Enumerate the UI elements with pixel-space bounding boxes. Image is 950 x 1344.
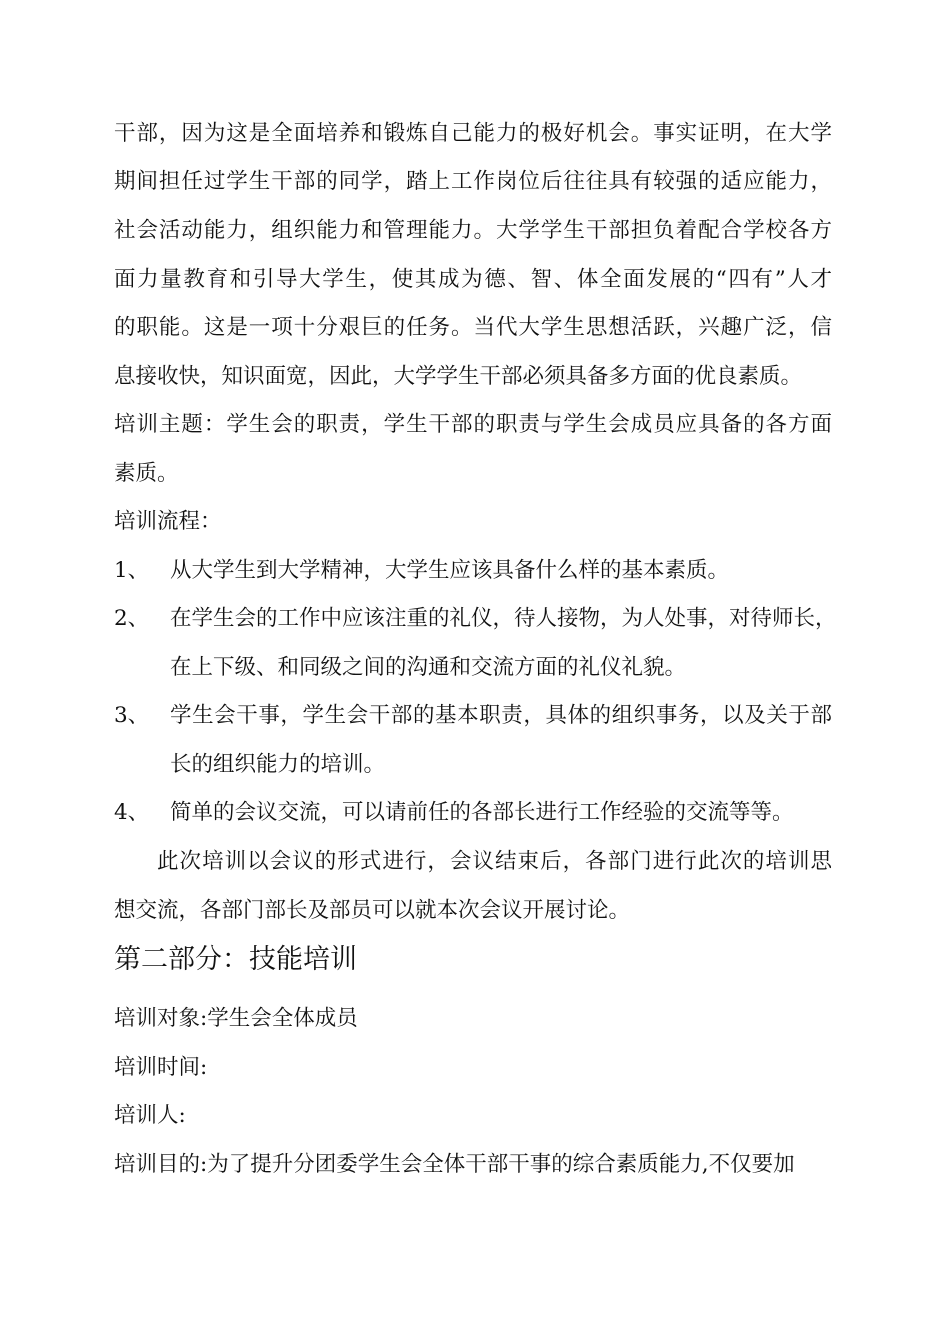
field-target: 培训对象:学生会全体成员 <box>114 1006 358 1031</box>
summary-line-2: 想交流，各部门部长及部员可以就本次会议开展讨论。 <box>114 898 631 923</box>
intro-line-2: 期间担任过学生干部的同学，踏上工作岗位后往往具有较强的适应能力， <box>114 169 832 194</box>
intro-line-5: 的职能。这是一项十分艰巨的任务。当代大学生思想活跃，兴趣广泛，信 <box>114 315 832 340</box>
process-label: 培训流程： <box>114 509 222 534</box>
section-2-heading: 第二部分：技能培训 <box>114 944 357 975</box>
process-item-2-text-line-1: 在学生会的工作中应该注重的礼仪，待人接物，为人处事，对待师长， <box>170 606 837 631</box>
process-item-4-number: 4、 <box>114 800 150 825</box>
field-purpose: 培训目的:为了提升分团委学生会全体干部干事的综合素质能力,不仅要加 <box>114 1152 795 1177</box>
field-time: 培训时间: <box>114 1055 208 1080</box>
process-item-2-number: 2、 <box>114 606 150 631</box>
intro-line-4: 面力量教育和引导大学生，使其成为德、智、体全面发展的“四有”人才 <box>114 267 832 292</box>
theme-line-1: 培训主题：学生会的职责，学生干部的职责与学生会成员应具备的各方面 <box>114 412 832 437</box>
process-item-4-text: 简单的会议交流，可以请前任的各部长进行工作经验的交流等等。 <box>170 800 794 825</box>
process-item-3-number: 3、 <box>114 703 150 728</box>
intro-line-6: 息接收快，知识面宽，因此，大学学生干部必须具备多方面的优良素质。 <box>114 364 803 389</box>
summary-line-1: 此次培训以会议的形式进行，会议结束后，各部门进行此次的培训思 <box>157 849 832 874</box>
theme-line-2: 素质。 <box>114 461 179 486</box>
process-item-3-text-line-1: 学生会干事，学生会干部的基本职责，具体的组织事务，以及关于部 <box>170 703 832 728</box>
process-item-3-text-line-2: 长的组织能力的培训。 <box>170 752 386 777</box>
process-item-1-text: 从大学生到大学精神，大学生应该具备什么样的基本素质。 <box>170 558 730 583</box>
process-item-2-text-line-2: 在上下级、和同级之间的沟通和交流方面的礼仪礼貌。 <box>170 655 687 680</box>
field-trainer: 培训人: <box>114 1103 186 1128</box>
intro-line-1: 干部，因为这是全面培养和锻炼自己能力的极好机会。事实证明，在大学 <box>114 121 832 146</box>
process-item-1-number: 1、 <box>114 558 150 583</box>
intro-line-3: 社会活动能力，组织能力和管理能力。大学学生干部担负着配合学校各方 <box>114 218 832 243</box>
